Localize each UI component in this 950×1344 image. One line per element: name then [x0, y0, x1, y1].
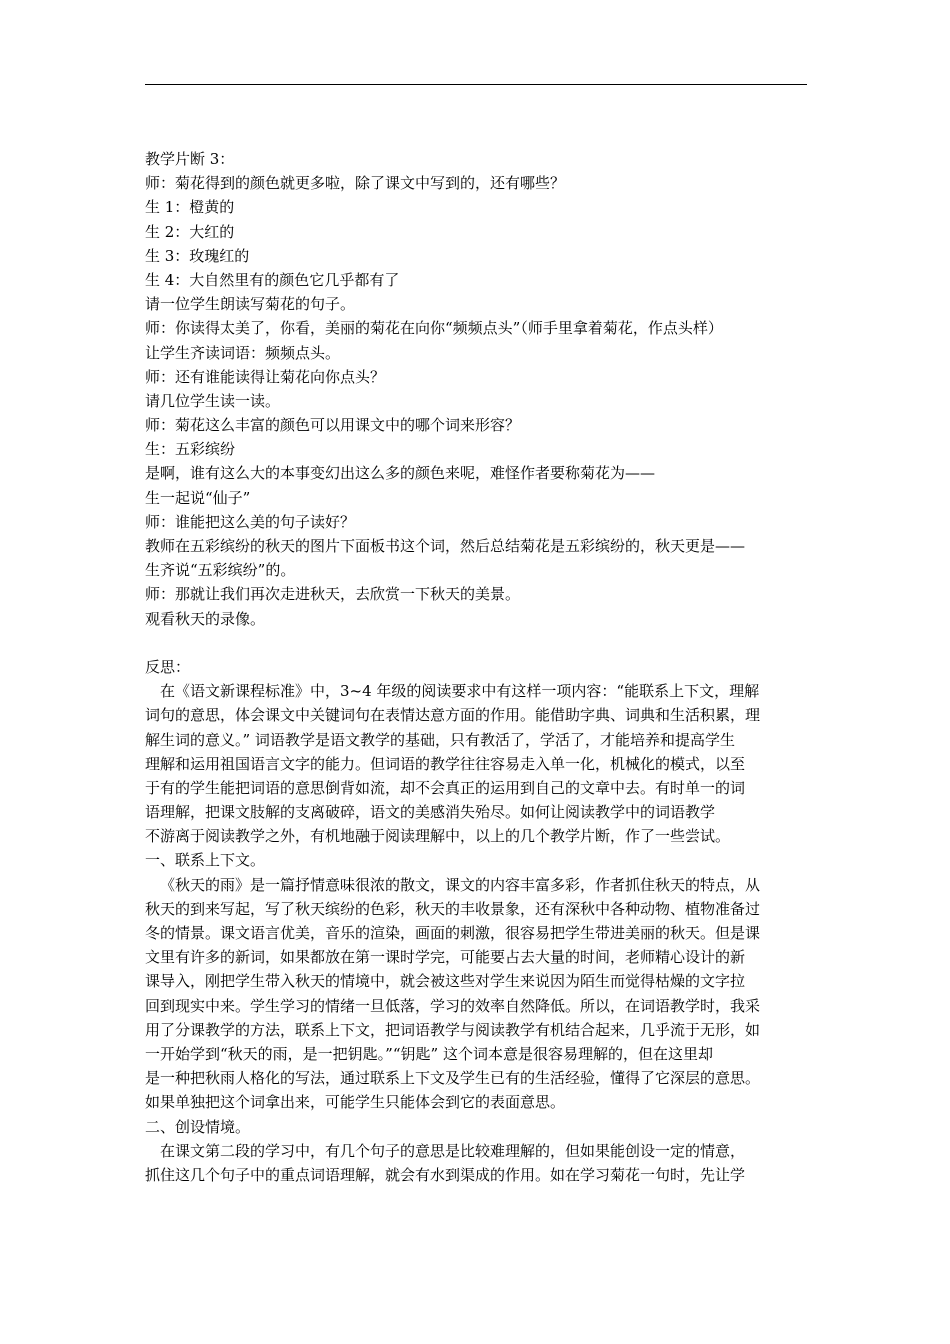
dialogue-line: 生 2：大红的: [145, 222, 235, 241]
dialogue-line: 生：五彩缤纷: [145, 440, 236, 459]
paragraph-line: 抓住这几个句子中的重点词语理解，就会有水到渠成的作用。如在学习菊花一句时，先让学: [145, 1165, 746, 1184]
paragraph-line: 于有的学生能把词语的意思倒背如流，却不会真正的运用到自己的文章中去。有时单一的词: [145, 778, 746, 797]
dialogue-section: [145, 147, 810, 631]
header-rule: [145, 84, 807, 85]
paragraph-line: 秋天的到来写起，写了秋天缤纷的色彩，秋天的丰收景象，还有深秋中各种动物、植物准备过: [145, 899, 761, 918]
paragraph-line: 在《语文新课程标准》中，3~4 年级的阅读要求中有这样一项内容：“能联系上下文，理解: [160, 682, 760, 701]
paragraph-line: 是一种把秋雨人格化的写法，通过联系上下文及学生已有的生活经验，懂得了它深层的意思。: [145, 1069, 761, 1088]
paragraph-line: 不游离于阅读教学之外，有机地融于阅读理解中，以上的几个教学片断，作了一些尝试。: [145, 827, 731, 846]
paragraph-line: 理解和运用祖国语言文字的能力。但词语的教学往往容易走入单一化，机械化的模式，以至: [145, 754, 746, 773]
document-body: [145, 147, 810, 1187]
section-title: 一、联系上下文。: [145, 851, 266, 870]
dialogue-line: 师：谁能把这么美的句子读好？: [145, 512, 356, 531]
paragraph-line: 在课文第二段的学习中，有几个句子的意思是比较难理解的，但如果能创设一定的情意，: [160, 1141, 746, 1160]
reflection-section: [145, 655, 810, 849]
spacer: [145, 631, 810, 655]
section-heading: 教学片断 3：: [145, 150, 235, 168]
paragraph-line: 语理解，把课文肢解的支离破碎，语文的美感消失殆尽。如何让阅读教学中的词语教学: [145, 803, 716, 822]
dialogue-line: 师：还有谁能读得让菊花向你点头？: [145, 367, 386, 386]
section-scenario: [145, 1115, 810, 1188]
section-title: 二、创设情境。: [145, 1117, 251, 1136]
dialogue-line: 观看秋天的录像。: [145, 609, 266, 628]
dialogue-line: 是啊，谁有这么大的本事变幻出这么多的颜色来呢，难怪作者要称菊花为——: [145, 464, 656, 483]
paragraph-line: 一开始学到“秋天的雨，是一把钥匙。”“钥匙” 这个词本意是很容易理解的，但在这里却: [145, 1044, 713, 1063]
dialogue-line: 教师在五彩缤纷的秋天的图片下面板书这个词，然后总结菊花是五彩缤纷的，秋天更是——: [145, 537, 746, 555]
dialogue-line: 生齐说“五彩缤纷”的。: [145, 561, 296, 580]
dialogue-line: 生 4：大自然里有的颜色它几乎都有了: [145, 270, 400, 289]
paragraph-line: 词句的意思，体会课文中关键词句在表情达意方面的作用。能借助字典、词典和生活积累，理: [145, 706, 761, 725]
dialogue-line: 请一位学生朗读写菊花的句子。: [145, 295, 356, 314]
paragraph-line: 冬的情景。课文语言优美，音乐的渲染，画面的刺激，很容易把学生带进美丽的秋天。但是课: [145, 924, 761, 942]
dialogue-line: 师：你读得太美了，你看，美丽的菊花在向你“频频点头”（师手里拿着菊花，作点头样）: [145, 319, 723, 338]
dialogue-line: 让学生齐读词语：频频点头。: [145, 343, 341, 362]
dialogue-line: 师：菊花得到的颜色就更多啦，除了课文中写到的，还有哪些？: [145, 174, 566, 193]
section-context: [145, 848, 810, 1114]
paragraph-line: 《秋天的雨》是一篇抒情意味很浓的散文，课文的内容丰富多彩，作者抓住秋天的特点，从: [160, 875, 761, 894]
dialogue-line: 生一起说“仙子”: [145, 488, 251, 507]
paragraph-line: 文里有许多的新词，如果都放在第一课时学完，可能要占去大量的时间，老师精心设计的新: [145, 948, 746, 967]
paragraph-line: 课导入，刚把学生带入秋天的情境中，就会被这些对学生来说因为陌生而觉得枯燥的文字拉: [145, 972, 746, 991]
dialogue-line: 师：那就让我们再次走进秋天，去欣赏一下秋天的美景。: [145, 585, 521, 604]
paragraph-line: 解生词的意义。” 词语教学是语文教学的基础，只有教活了，学活了，才能培养和提高学生: [145, 730, 735, 749]
dialogue-line: 请几位学生读一读。: [145, 391, 281, 410]
paragraph-line: 回到现实中来。学生学习的情绪一旦低落，学习的效率自然降低。所以，在词语教学时，我采: [145, 996, 761, 1015]
reflection-title: 反思：: [145, 657, 191, 676]
dialogue-line: 师：菊花这么丰富的颜色可以用课文中的哪个词来形容？: [145, 416, 521, 435]
paragraph-line: 如果单独把这个词拿出来，可能学生只能体会到它的表面意思。: [145, 1093, 566, 1112]
dialogue-line: 生 3：玫瑰红的: [145, 246, 250, 265]
paragraph-line: 用了分课教学的方法，联系上下文，把词语教学与阅读教学有机结合起来，几乎流于无形，如: [145, 1020, 761, 1039]
dialogue-line: 生 1：橙黄的: [145, 198, 235, 217]
